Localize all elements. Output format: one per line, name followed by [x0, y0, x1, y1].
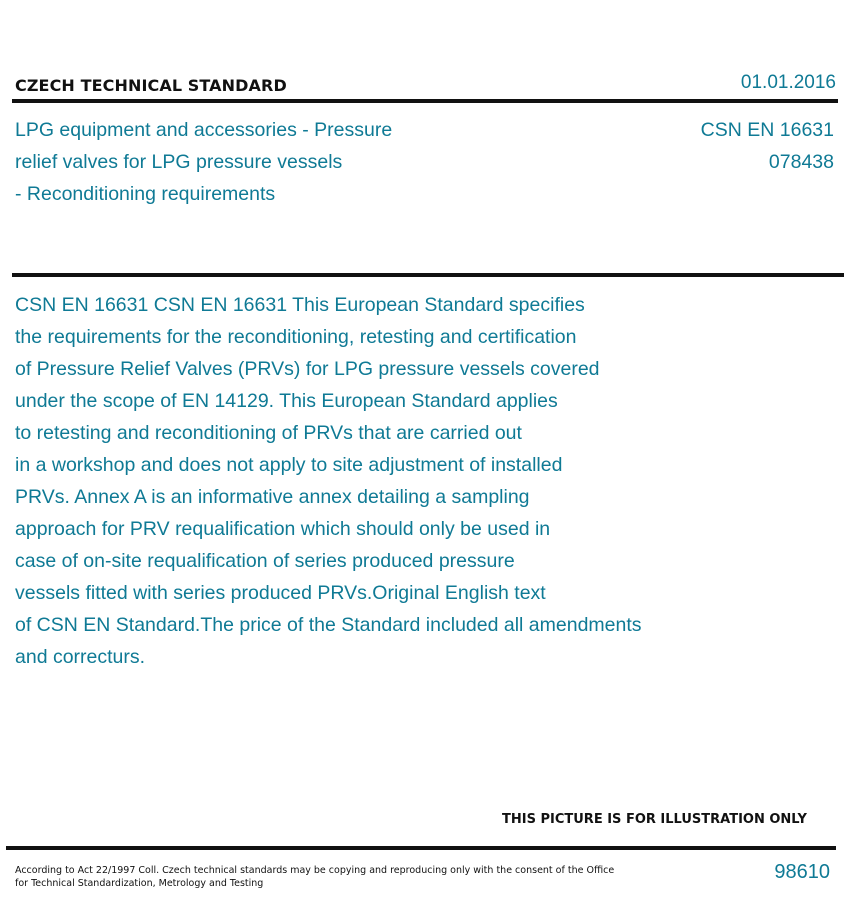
- standard-title-line: LPG equipment and accessories - Pressure: [15, 119, 393, 141]
- standard-title-line: - Reconditioning requirements: [15, 183, 276, 205]
- title-divider: [12, 273, 844, 277]
- footer-divider: [6, 846, 836, 850]
- standard-identifiers: [701, 114, 834, 178]
- page-number: 98610: [774, 861, 830, 883]
- standard-date: 01.01.2016: [740, 72, 836, 93]
- standard-abstract: CSN EN 16631 CSN EN 16631 This European Standard specifies the requirements for the reconditioning, retesting and certification of Pressure Relief Valves (PRVs) for LPG pressure vessels covered under the scope of EN 14129. This European Standard applies to retesting and reconditioning of PRVs that are carried out in a workshop and does not apply to site adjustment of installed PRVs. Annex A is an informative annex detailing a sampling approach for PRV requalification which should only be used in case of on-site requalification of series produced pressure vessels fitted with series produced PRVs.Original English text of CSN EN Standard.The price of the Standard included all amendments and correcturs.: [15, 294, 642, 668]
- document-header-title: CZECH TECHNICAL STANDARD: [15, 76, 287, 95]
- legal-notice: According to Act 22/1997 Coll. Czech technical standards may be copying and reproducing only with the consent of the Office for Technical Standardization, Metrology and Testing: [15, 865, 615, 889]
- standard-title-line: relief valves for LPG pressure vessels: [15, 151, 343, 173]
- illustration-disclaimer: THIS PICTURE IS FOR ILLUSTRATION ONLY: [502, 812, 807, 827]
- header-divider: [12, 99, 838, 103]
- catalog-number: 078438: [768, 151, 834, 173]
- standard-title: [15, 114, 455, 210]
- standard-code: CSN EN 16631: [700, 119, 834, 141]
